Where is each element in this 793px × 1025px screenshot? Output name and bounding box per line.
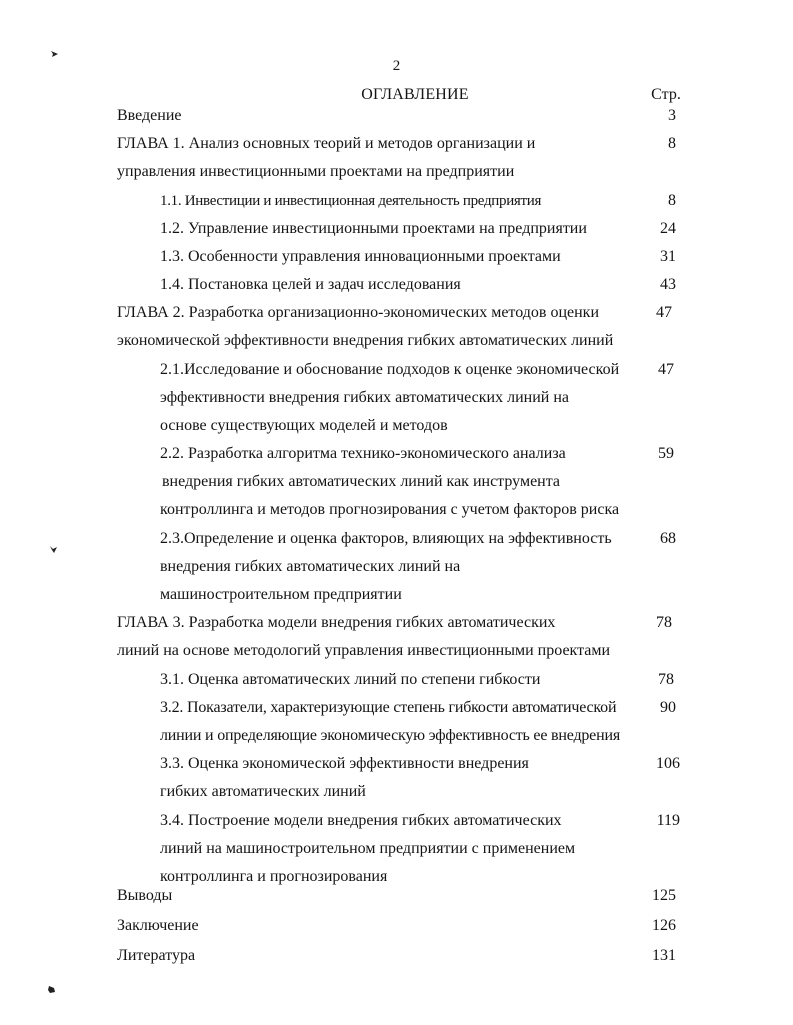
toc-entry-17-line-0: Литература <box>117 947 196 964</box>
toc-entry-14-line-2: контроллинга и прогнозирования <box>160 868 388 885</box>
scan-mark-icon <box>47 985 56 994</box>
toc-entry-15-page: 125 <box>652 887 676 904</box>
toc-entry-11-line-0: 3.1. Оценка автоматических линий по степени гибкости <box>160 671 541 688</box>
scan-mark-icon <box>50 50 59 59</box>
toc-entry-12-line-0: 3.2. Показатели, характеризующие степень гибкости автоматической <box>160 699 617 716</box>
toc-entry-8-line-0: 2.2. Разработка алгоритма технико-экономического анализа <box>160 445 566 462</box>
toc-entry-9-line-0: 2.3.Определение и оценка факторов, влияющих на эффективность <box>160 530 612 547</box>
toc-entry-14-line-1: линий на машиностроительном предприятии с применением <box>160 840 576 857</box>
toc-entry-3-line-0: 1.2. Управление инвестиционными проектами на предприятии <box>160 220 587 237</box>
toc-entry-13-line-1: гибких автоматических линий <box>160 783 366 800</box>
toc-entry-6-page: 47 <box>656 304 672 321</box>
toc-entry-1-page: 8 <box>668 135 676 152</box>
toc-title: ОГЛАВЛЕНИЕ <box>361 86 469 103</box>
toc-entry-5-line-0: 1.4. Постановка целей и задач исследования <box>160 276 461 293</box>
toc-entry-13-line-0: 3.3. Оценка экономической эффективности внедрения <box>160 755 529 772</box>
page-number: 2 <box>392 58 401 74</box>
toc-entry-13-page: 106 <box>656 755 680 772</box>
toc-entry-10-page: 78 <box>656 614 672 631</box>
toc-entry-9-line-2: машиностроительном предприятии <box>160 586 402 603</box>
toc-entry-3-page: 24 <box>660 220 676 237</box>
toc-entry-9-line-1: внедрения гибких автоматических линий на <box>160 558 461 575</box>
toc-entry-4-line-0: 1.3. Особенности управления инновационными проектами <box>160 248 561 265</box>
toc-entry-11-page: 78 <box>658 671 674 688</box>
toc-entry-4-page: 31 <box>660 248 676 265</box>
toc-entry-1-line-0: ГЛАВА 1. Анализ основных теорий и методов организации и <box>117 135 536 152</box>
toc-entry-15-line-0: Выводы <box>117 887 173 904</box>
toc-entry-7-line-0: 2.1.Исследование и обоснование подходов к оценке экономической <box>160 361 620 378</box>
toc-entry-9-page: 68 <box>660 530 676 547</box>
toc-entry-6-line-0: ГЛАВА 2. Разработка организационно-экономических методов оценки <box>117 304 599 321</box>
toc-entry-12-line-1: линии и определяющие экономическую эффективность ее внедрения <box>160 727 620 744</box>
toc-entry-8-line-1: внедрения гибких автоматических линий как инструмента <box>162 473 561 490</box>
toc-entry-6-line-1: экономической эффективности внедрения гибких автоматических линий <box>117 332 614 349</box>
toc-entry-2-page: 8 <box>668 192 676 209</box>
toc-entry-8-line-2: контроллинга и методов прогнозирования с учетом факторов риска <box>160 501 620 518</box>
toc-entry-7-line-2: основе существующих моделей и методов <box>160 417 448 434</box>
toc-entry-5-page: 43 <box>660 276 676 293</box>
toc-entry-2-line-0: 1.1. Инвестиции и инвестиционная деятельность предприятия <box>160 193 542 209</box>
toc-entry-10-line-1: линий на основе методологий управления инвестиционными проектами <box>117 642 611 659</box>
toc-entry-7-page: 47 <box>658 361 674 378</box>
page-column-header: Стр. <box>651 86 681 103</box>
toc-entry-12-page: 90 <box>660 699 676 716</box>
toc-entry-8-page: 59 <box>658 445 674 462</box>
toc-entry-14-page: 119 <box>656 812 680 829</box>
toc-entry-0-page: 3 <box>668 107 676 124</box>
toc-entry-16-line-0: Заключение <box>117 917 199 934</box>
toc-entry-10-line-0: ГЛАВА 3. Разработка модели внедрения гибких автоматических <box>117 614 556 631</box>
toc-entry-14-line-0: 3.4. Построение модели внедрения гибких автоматических <box>160 812 562 829</box>
toc-entry-7-line-1: эффективности внедрения гибких автоматических линий на <box>160 389 570 406</box>
scan-mark-icon <box>49 545 58 554</box>
toc-entry-0-line-0: Введение <box>117 107 182 124</box>
toc-entry-16-page: 126 <box>652 917 676 934</box>
toc-entry-17-page: 131 <box>652 947 676 964</box>
toc-entry-1-line-1: управления инвестиционными проектами на предприятии <box>117 163 515 180</box>
